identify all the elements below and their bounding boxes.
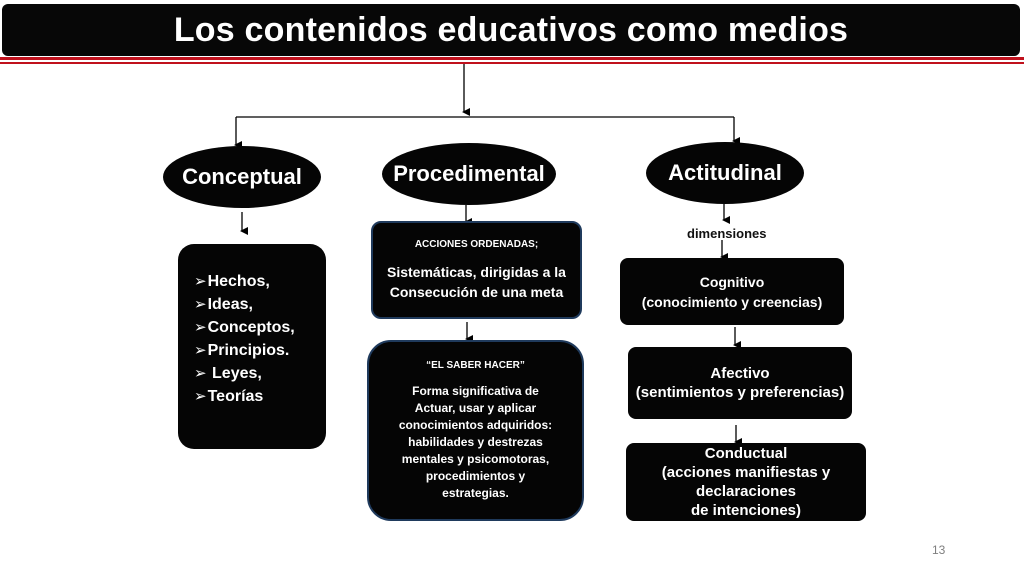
arrow-bullet-icon: ➢	[194, 342, 207, 359]
acciones-ordenadas-box	[371, 221, 582, 319]
saber-hacer-line: mentales y psicomotoras,	[401, 451, 550, 466]
arrow-bullet-icon: ➢	[194, 388, 207, 405]
cognitivo-box	[620, 258, 844, 325]
arrow-bullet-icon: ➢	[194, 365, 207, 382]
cognitivo-desc: (conocimiento y creencias)	[641, 293, 823, 310]
dimensiones-label: dimensiones	[687, 226, 767, 241]
conductual-box	[626, 443, 866, 521]
node-actitudinal-label: Actitudinal	[668, 160, 782, 185]
afectivo-desc: (sentimientos y preferencias)	[635, 384, 845, 401]
acciones-heading: ACCIONES ORDENADAS;	[414, 238, 539, 250]
conductual-line: Conductual	[704, 445, 788, 462]
saber-hacer-box	[367, 340, 584, 521]
conceptual-list-box	[178, 244, 326, 449]
saber-hacer-heading: “EL SABER HACER”	[426, 359, 525, 371]
list-item: ➢Teorías	[194, 388, 264, 405]
afectivo-title: Afectivo	[710, 365, 770, 382]
page-number: 13	[932, 543, 946, 557]
conductual-line: (acciones manifiestas y	[661, 464, 831, 481]
node-procedimental	[382, 143, 556, 205]
arrow-bullet-icon: ➢	[194, 296, 207, 313]
node-procedimental-label: Procedimental	[393, 161, 545, 186]
saber-hacer-line: procedimientos y	[425, 468, 526, 483]
saber-hacer-line: conocimientos adquiridos:	[398, 417, 553, 432]
afectivo-box	[628, 347, 852, 419]
saber-hacer-line: Actuar, usar y aplicar	[414, 400, 537, 415]
list-item: ➢Principios.	[194, 342, 290, 359]
conductual-line: de intenciones)	[690, 502, 802, 519]
node-actitudinal	[646, 142, 804, 204]
slide-title: Los contenidos educativos como medios	[173, 10, 849, 49]
cognitivo-title: Cognitivo	[699, 273, 765, 290]
conceptual-list	[194, 270, 326, 408]
saber-hacer-line: habilidades y destrezas	[408, 434, 543, 449]
arrow-bullet-icon: ➢	[194, 273, 207, 290]
list-item: ➢Hechos,	[194, 273, 270, 290]
list-item: ➢ Leyes,	[194, 365, 262, 382]
node-conceptual-label: Conceptual	[182, 164, 302, 189]
acciones-body-line1: Sistemáticas, dirigidas a la	[387, 263, 566, 280]
saber-hacer-line: estrategias.	[442, 485, 509, 500]
acciones-body-line2: Consecución de una meta	[389, 283, 564, 300]
list-item: ➢Conceptos,	[194, 319, 295, 336]
node-conceptual	[163, 146, 321, 208]
saber-hacer-line: Forma significativa de	[412, 383, 539, 398]
arrow-bullet-icon: ➢	[194, 319, 207, 336]
list-item: ➢Ideas,	[194, 296, 253, 313]
conductual-line: declaraciones	[695, 483, 797, 500]
